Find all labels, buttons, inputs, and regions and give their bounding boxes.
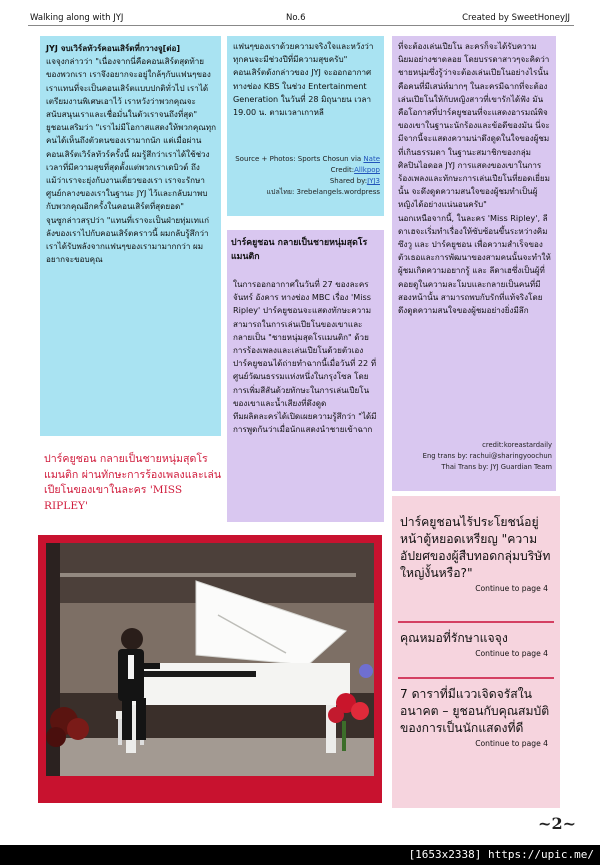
article-1-continued	[233, 40, 379, 119]
teaser-divider	[398, 621, 554, 623]
article-column-1	[40, 36, 221, 436]
story-teaser-title: คุณหมอที่รักษาแจจุง	[400, 631, 508, 645]
story-teaser-title: 7 ดาราที่มีแววเจิดจรัสในอนาคต – ยูชอนกับคุณสมบัติของการเป็นนักแสดงที่ดี	[400, 687, 550, 735]
article-paragraph: ในการออกอากาศในวันที่ 27 ของละครจันทร์ อังคาร ทางช่อง MBC เรื่อง 'Miss Ripley' ปาร์คยูชอนจะแสดงทักษะความสามารถในการเล่นเปียโนของเขาและกลายเป็น "ชายหนุ่มสุดโรแมนติก" ด้วยการร้องเพลงและเล่นเปียโนด้วยตัวเอง	[233, 279, 372, 356]
header-divider	[28, 25, 574, 26]
page-number: ~2~	[538, 814, 576, 833]
continue-link[interactable]: Continue to page 4	[475, 584, 548, 593]
credit-line	[231, 165, 380, 176]
article-column-2-top	[227, 36, 384, 216]
article-1-body	[46, 42, 216, 266]
credit-line: Eng trans by: rachui@sharingyoochun	[422, 452, 552, 460]
image-host-label: [1653x2338] https://upic.me/	[408, 848, 594, 861]
article-paragraph: จุนซูกล่าวสรุปว่า "แทนที่เราจะเป็นฝ่ายทุ่มเทแก่ลังของเราไปกับคอนเสิร์ตคราวนี้ ผมกลับรู้สึกว่าเราได้รับพลังจากแฟนๆของเรามามากกว่า ผมอยากจะขอบคุณ	[46, 214, 210, 265]
story-teaser-title: ปาร์คยูชอนไร้ประโยชน์อยู่หน้าตู้หยอดเหรียญ "ความอัปยศของผู้สืบทอดกลุ่มบริษัทใหญ่งั้นหรือ?"	[400, 515, 551, 580]
shared-line	[231, 176, 380, 187]
article-paragraph: คอนเสิร์ตดังกล่าวของ JYJ จะออกอากาศทางช่อง KBS ในช่วง Entertainment Generation ในวันที่ 28 มิถุนายน เวลา 19.00 น. ตามเวลาเกาหลี	[233, 67, 372, 118]
source-label: Source + Photos: Sports Chosun via	[235, 155, 364, 163]
piano-photo	[46, 543, 374, 776]
article-paragraph: ยูชอนเสริมว่า "เราไม่มีโอกาสแสดงให้พวกคุณทุกคนได้เห็นถึงตัวตนของเรามากนัก แต่เมื่อผ่านคอนเสิร์ตเวิร์ลทัวร์ครั้งนี้ ผมรู้สึกว่าเราได้ใช้ช่วงเวลาที่มีความสุขที่สุดตั้งแต่พวกเราเดบิวต์ ถึงแม้ว่าเราจะยุ่งกับงานเดี่ยวของเรา เราจะรักษาศูนย์กลางของเราในฐานะ JYJ ไว้และกลับมาพบกับพวกคุณอีกครั้งในคอนเสิร์ตที่สุดยอด"	[46, 122, 216, 212]
header-issue-number: No.6	[286, 13, 306, 23]
pull-quote: ปาร์คยูชอน กลายเป็นชายหนุ่มสุดโรแมนติก ผ่านทักษะการร้องเพลงและเล่นเปียโนของเขาในละคร 'MISS RIPLEY'	[44, 453, 222, 512]
header-credit: Created by SweetHoneyJJ	[462, 13, 570, 23]
credit-line: Thai Trans by: JYJ Guardian Team	[441, 463, 552, 471]
header-series-title: Walking along with JYJ	[30, 13, 124, 23]
credit-label: Credit:	[330, 166, 355, 174]
shared-link[interactable]: JYJ3	[367, 177, 380, 185]
source-line	[231, 154, 380, 165]
shared-label: Shared by:	[329, 177, 368, 185]
credit-link[interactable]: Allkpop	[354, 166, 380, 174]
photo-frame	[38, 535, 382, 803]
story-teaser[interactable]	[400, 686, 554, 748]
story-teaser[interactable]	[400, 514, 554, 593]
article-2-title: ปาร์คยูชอน กลายเป็นชายหนุ่มสุดโรแมนติก	[231, 238, 368, 262]
more-stories-panel	[392, 496, 560, 808]
credit-line: credit:koreastardaily	[482, 441, 552, 449]
article-1-title: JYJ จบเวิร์ลทัวร์คอนเสิร์ตที่กวางจู[ต่อ]	[46, 43, 181, 53]
article-paragraph: แจจุงกล่าวว่า "เนื่องจากนี่คือคอนเสิร์ตสุดท้ายของพวกเรา เราจึงอยากจะอยู่ใกล้ๆกับแฟนๆของเราแทนที่จะเป็นคอนเสิร์ตแบบปกติทั่วไป เราได้เตรียมงานพิเศษเอาไว้ เราหวังว่าพวกคุณจะสนับสนุนเราและเชื่อมั่นในตัวเราจนถึงที่สุด"	[46, 56, 211, 120]
teaser-divider	[398, 677, 554, 679]
source-credits	[231, 154, 380, 198]
article-2-body	[233, 278, 379, 436]
article-column-3	[392, 36, 556, 491]
article-2-continued	[398, 40, 551, 317]
continue-link[interactable]: Continue to page 4	[475, 649, 548, 658]
translation-credits	[396, 440, 552, 473]
article-paragraph: ที่จะต้องเล่นเปียโน ละครก็จะได้รับความนิยมอย่างชาดลอย โดยบรรดาสาวๆจะคิดว่า ชายหนุ่มซึ่งรู้ว่าจะต้องเล่นเปียโนอย่างไรนั้นคือคนที่มีเสน่ห์มากๆ ในละครมีฉากที่จะต้องเล่นเปียโนให้กับหญิงสาวที่เขารักได้ฟัง มันคือโอกาสที่ปาร์คยูชอนที่จะแสดงอารมณ์พิจของเขาในฐานะนักร้องและข้อดีของมัน นี่จะมีจากนี้จะแสดงความน่าดึงดูดในใจของผู้ชมที่เกินธรรมดา ในฐานะสมาชิกของกลุ่มศิลปินไอดอล JYJ การแสดงของเขาในการร้องเพลงและทักษะการเล่นเปียโนที่ยอดเยี่ยมนั้น จะดึงดูดความสนใจของผู้ชมทำเป็นผู้หญิงได้อย่างแน่นอนครับ"	[398, 41, 550, 210]
article-paragraph: ทีมผลิตละครได้เปิดเผยความรู้สึกว่า "ได้มีการพูดกันว่าเมื่อนักแสดงนำชายเข้าฉาก	[233, 411, 377, 435]
source-link[interactable]: Nate	[363, 155, 380, 163]
article-column-2-bottom	[227, 230, 384, 522]
image-host-footer	[0, 845, 600, 865]
translator-line: แปลไทย: 3rebelangels.wordpress	[266, 188, 380, 196]
article-paragraph: แฟนๆของเราด้วยความจริงใจและหวังว่าทุกคนจะมีช่วงปีที่มีความสุขครับ"	[233, 41, 374, 65]
story-teaser[interactable]	[400, 630, 554, 658]
article-paragraph: นอกเหนือจากนี้, ในละคร 'Miss Ripley', ลีดาเฮจะเริ่มทำเรื่องให้ซับซ้อนขึ้นระหว่างคิมซึงวู และ ปาร์คยูชอน เพื่อความสำเร็จของตัวเธอและการพัฒนาของสามคนนั้นจะทำให้ผู้ชมเกิดความอยากรู้ และ ลีดาเฮซึ่งเป็นผู้ที่คอยดูในความละโมบและกลายเป็นคนที่มีสองหน้านั้น สามารถพบกับรักที่แท้จริงโดยดึงดูดความสนใจของผู้ชมอย่างยิ่งมีลึก	[398, 212, 551, 316]
piano-scene-illustration	[46, 543, 374, 776]
article-paragraph: ปาร์คยูชอนได้ถ่ายทำฉากนี้เมื่อวันที่ 22 ที่ศูนย์วัฒนธรรมแห่งหนึ่งในกรุงโซล โดยการเพิ่มสีสันด้วยทักษะในการเล่นเปียโนของเขาและน้ำเสียงที่ดึงดูด	[233, 358, 377, 408]
continue-link[interactable]: Continue to page 4	[475, 739, 548, 748]
